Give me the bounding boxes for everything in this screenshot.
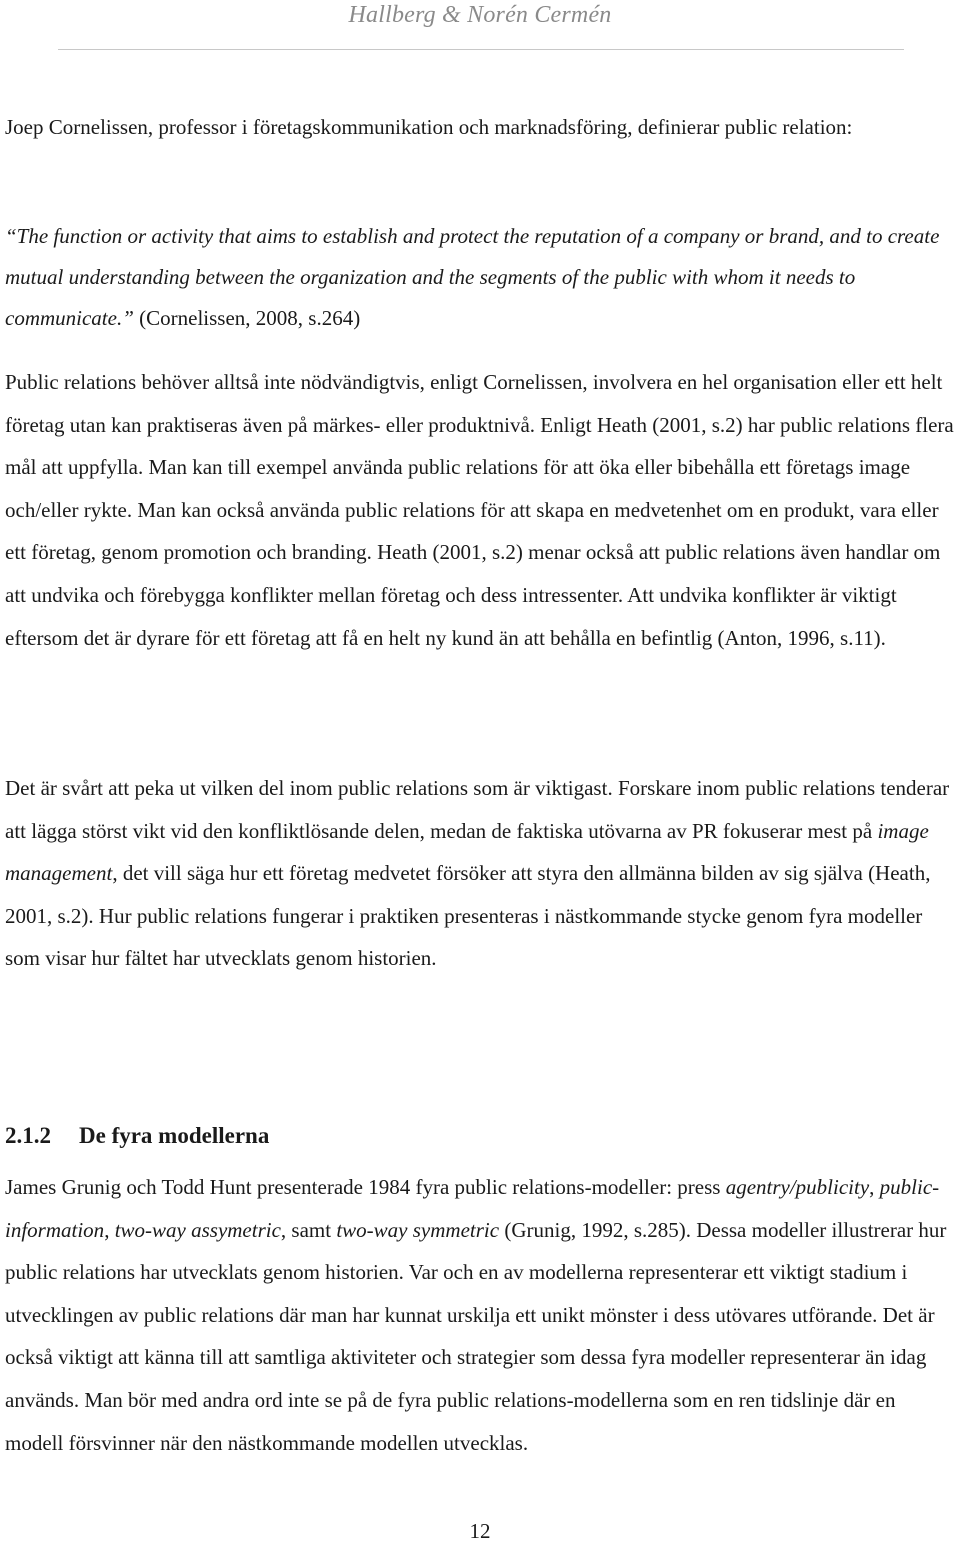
paragraph-conflict-part-a: Det är svårt att peka ut vilken del inom public relations som är viktigast. Forskare inom public relations tenderar att lägga störst vikt vid den konfliktlösande delen, medan de faktiska utövarna av PR fokuserar mest på: [5, 776, 950, 843]
paragraph-intro: Joep Cornelissen, professor i företagskommunikation och marknadsföring, definierar public relation:: [5, 115, 853, 139]
section-number: 2.1.2: [5, 1123, 51, 1148]
paragraph-models-part-a: James Grunig och Todd Hunt presenterade 1984 fyra public relations-modeller: press: [5, 1175, 726, 1199]
paragraph-models: [5, 1166, 955, 1464]
section-title: De fyra modellerna: [79, 1123, 270, 1148]
emphasis-image-management: image management: [5, 818, 929, 886]
separator: ,: [869, 1175, 880, 1199]
separator: ,: [104, 1217, 115, 1242]
model-name-two-way-asymmetric: two-way assymetric: [114, 1217, 281, 1242]
quote-text: “The function or activity that aims to establish and protect the reputation of a company or brand, and to create mutual understanding between the organization and the segments of the public with whom it needs to communicate.”: [5, 224, 940, 330]
page-number: 12: [469, 1519, 491, 1543]
section-heading: [5, 1116, 955, 1156]
model-name-press-agentry: agentry/publicity: [725, 1175, 870, 1199]
paragraph-heath: Public relations behöver alltså inte nödvändigtvis, enligt Cornelissen, involvera en hel organisation eller ett helt företag utan kan praktiseras även på märkes- eller produktnivå. Enligt Heath (2001, s.2) har public relations flera mål att uppfylla. Man kan till exempel använda public relations för att öka eller bibehålla ett företags image och/eller rykte. Man kan också använda public relations för att skapa en medvetenhet om en produkt, vara eller ett företag, genom promotion och branding. Heath (2001, s.2) menar också att public relations även handlar om att undvika och förebygga konflikter mellan företag och dess intressenter. Att undvika konflikter är viktigt eftersom det är dyrare för ett företag att få en helt ny kund än att behålla en befintlig (Anton, 1996, s.11).: [5, 370, 954, 650]
model-name-public-information: public-information: [5, 1175, 940, 1242]
paragraph-models-part-b: (Grunig, 1992, s.285). Dessa modeller illustrerar hur public relations har utvecklats genom historien. Var och en av modellerna representerar ett viktigt stadium i utvecklingen av public relations där man har kunnat urskilja ett unikt mönster i dess utövares utförande. Det är också viktigt att känna till att samtliga aktiviteter och strategier som dessa fyra modeller representerar än idag används. Man bör med andra ord inte se på de fyra public relations-modellerna som en ren tidslinje där en modell försvinner när den nästkommande modellen utvecklas.: [5, 1217, 947, 1455]
running-header: Hallberg & Norén Cermén: [348, 2, 612, 28]
paragraph-conflict-part-b: , det vill säga hur ett företag medvetet försöker att styra den allmänna bilden av sig själva (Heath, 2001, s.2). Hur public relations fungerar i praktiken presenteras i nästkommande stycke genom fyra modeller som visar hur fältet har utvecklats genom historien.: [5, 861, 931, 971]
quote-citation: (Cornelissen, 2008, s.264): [133, 306, 361, 330]
separator: , samt: [280, 1217, 337, 1242]
block-quote: [5, 216, 955, 339]
header-divider: [58, 49, 904, 50]
paragraph-conflict: [5, 767, 955, 980]
model-name-two-way-symmetric: two-way symmetric: [336, 1217, 500, 1242]
